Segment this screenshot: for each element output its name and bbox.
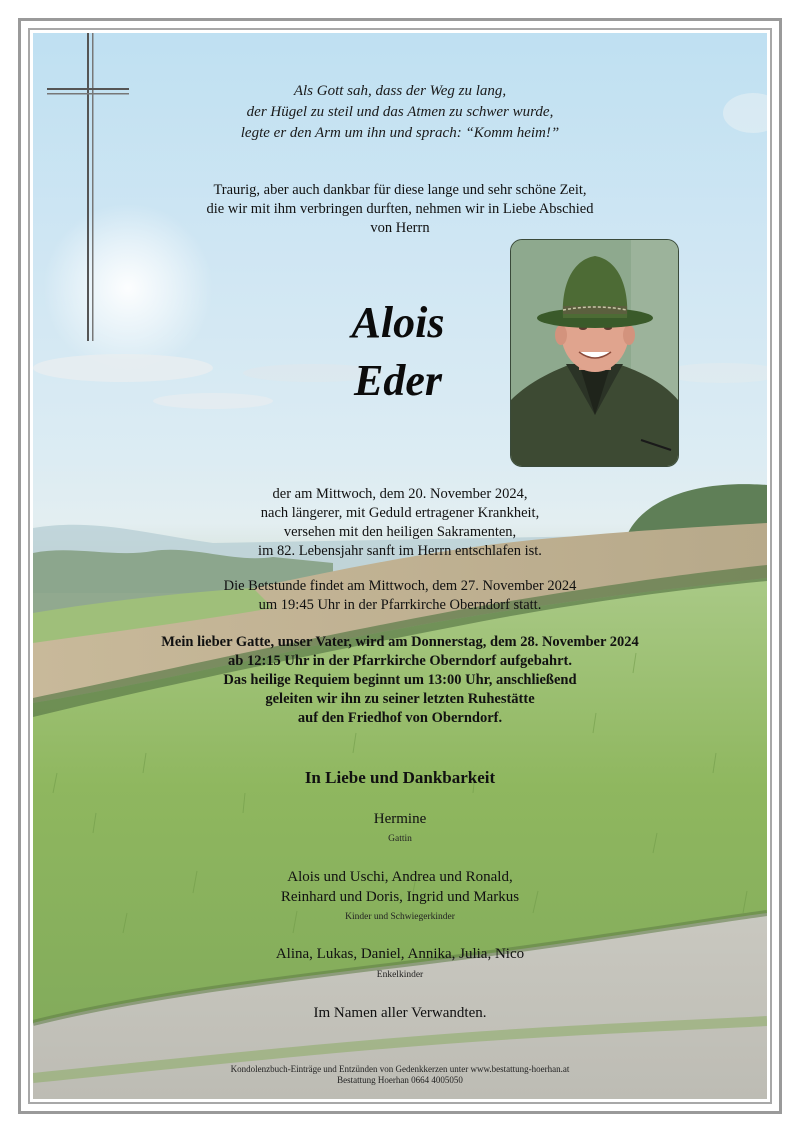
opening-verse	[33, 81, 767, 144]
death-line: im 82. Lebensjahr sanft im Herrn entschlafen ist.	[258, 543, 542, 559]
mourner-wife: Hermine	[373, 811, 427, 827]
funeral-line: Das heilige Requiem beginnt um 13:00 Uhr, anschließend	[223, 672, 577, 688]
intro-line: Traurig, aber auch dankbar für diese lange und sehr schöne Zeit,	[213, 182, 587, 198]
verse-line: der Hügel zu steil und das Atmen zu schwer wurde,	[246, 104, 554, 120]
portrait-photo	[510, 239, 679, 467]
footer-line: Bestattung Hoerhan 0664 4005050	[337, 1075, 463, 1085]
prayer-line: Die Betstunde findet am Mittwoch, dem 27. November 2024	[223, 578, 577, 594]
funeral-line: geleiten wir ihn zu seiner letzten Ruhestätte	[265, 691, 535, 707]
portrait-illustration	[511, 240, 678, 466]
closing-line: Im Namen aller Verwandten.	[313, 1005, 487, 1021]
mourner-role: Gattin	[388, 834, 412, 844]
death-line: nach längerer, mit Geduld ertragener Krankheit,	[260, 505, 540, 521]
death-line: versehen mit den heiligen Sakramenten,	[283, 524, 517, 540]
children-line: Alois und Uschi, Andrea und Ronald,	[287, 869, 513, 885]
background-landscape	[33, 33, 767, 1099]
mourner-children	[33, 867, 767, 907]
funeral-line: ab 12:15 Uhr in der Pfarrkirche Oberndorf aufgebahrt.	[228, 653, 572, 669]
mourner-role: Kinder und Schwiegerkinder	[345, 912, 455, 922]
intro-line: von Herrn	[370, 220, 430, 236]
mourner-grandchildren: Alina, Lukas, Daniel, Annika, Julia, Nico	[275, 946, 525, 962]
death-line: der am Mittwoch, dem 20. November 2024,	[272, 486, 528, 502]
prayer-hour-notice	[33, 577, 767, 615]
intro-text	[93, 181, 707, 238]
love-heading: In Liebe und Dankbarkeit	[304, 768, 496, 787]
footer-note	[33, 1064, 767, 1086]
children-line: Reinhard und Doris, Ingrid und Markus	[280, 889, 520, 905]
prayer-line: um 19:45 Uhr in der Pfarrkirche Oberndorf statt.	[258, 597, 542, 613]
verse-line: Als Gott sah, dass der Weg zu lang,	[293, 83, 507, 99]
funeral-line: auf den Friedhof von Oberndorf.	[297, 710, 503, 726]
funeral-notice	[33, 633, 767, 728]
inner-frame	[28, 28, 772, 1104]
mourner-role: Enkelkinder	[376, 970, 424, 980]
deceased-last-name: Eder	[354, 356, 442, 405]
death-notice	[33, 485, 767, 561]
intro-line: die wir mit ihm verbringen durften, nehmen wir in Liebe Abschied	[206, 201, 594, 217]
verse-line: legte er den Arm um ihn und sprach: “Komm heim!”	[240, 125, 560, 141]
footer-line: Kondolenzbuch-Einträge und Entzünden von Gedenkkerzen unter www.bestattung-hoerhan.at	[230, 1064, 570, 1074]
funeral-line: Mein lieber Gatte, unser Vater, wird am Donnerstag, dem 28. November 2024	[161, 634, 639, 650]
deceased-first-name: Alois	[351, 298, 445, 347]
